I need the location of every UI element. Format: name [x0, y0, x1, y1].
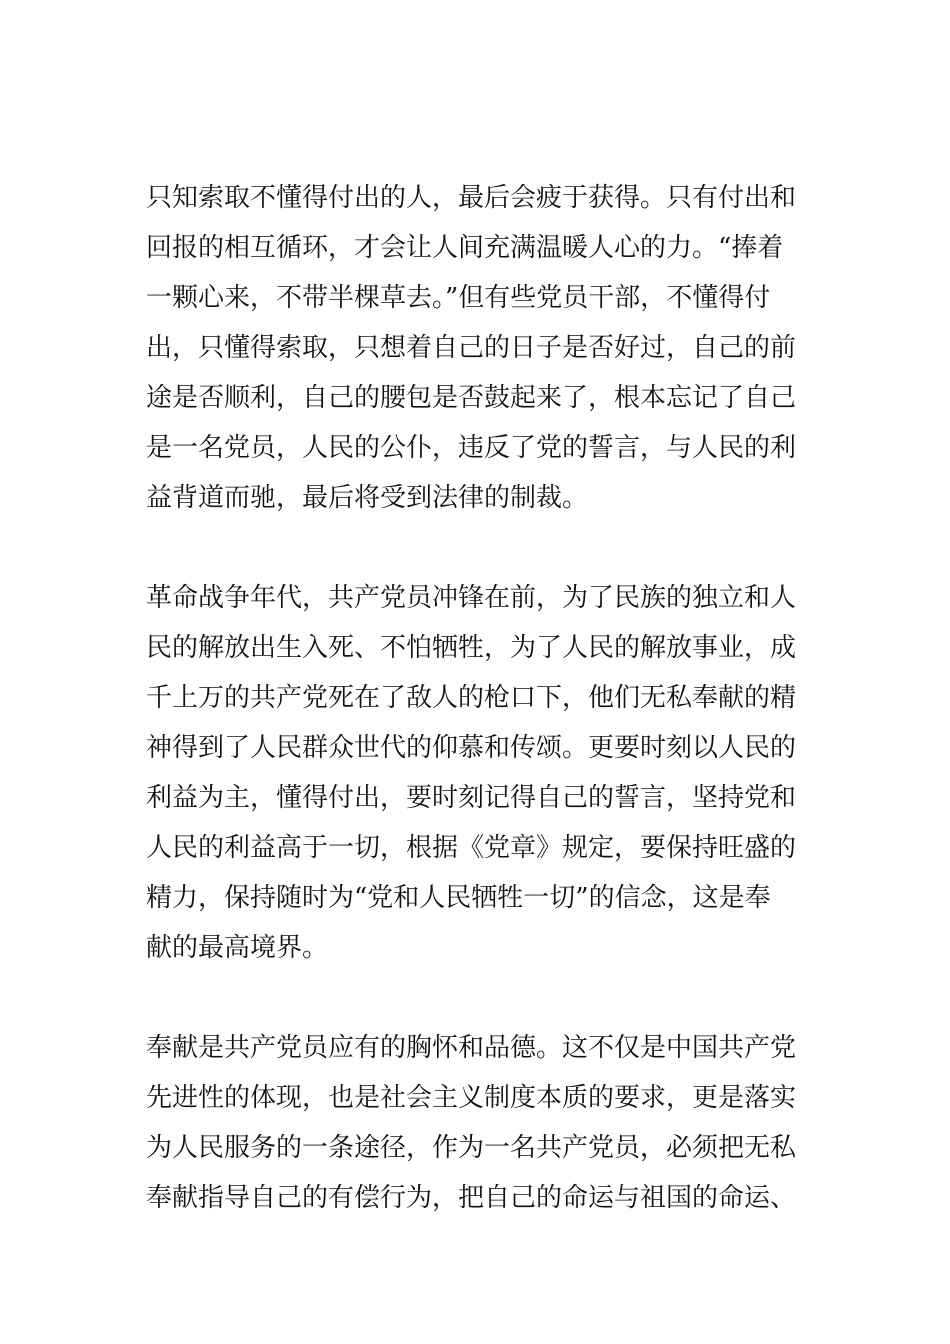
text-line: 回报的相互循环，才会让人间充满温暖人心的力。“捧着: [146, 233, 784, 263]
text-line: 奉献是共产党员应有的胸怀和品德。这不仅是中国共产党: [146, 1033, 797, 1063]
paragraph-1: [146, 173, 810, 523]
text-line: 奉献指导自己的有偿行为，把自己的命运与祖国的命运、: [146, 1183, 797, 1213]
text-line: 利益为主，懂得付出，要时刻记得自己的誓言，坚持党和: [146, 783, 797, 813]
text-line: 革命战争年代，共产党员冲锋在前，为了民族的独立和人: [146, 583, 797, 613]
text-line: 是一名党员，人民的公仆，违反了党的誓言，与人民的利: [146, 433, 797, 463]
text-line: 民的解放出生入死、不怕牺牲，为了人民的解放事业，成: [146, 633, 797, 663]
text-line: 出，只懂得索取，只想着自己的日子是否好过，自己的前: [146, 333, 797, 363]
text-line: 精力，保持随时为“党和人民牺牲一切”的信念，这是奉: [146, 883, 771, 913]
text-line: 只知索取不懂得付出的人，最后会疲于获得。只有付出和: [146, 183, 797, 213]
paragraph-2: [146, 573, 810, 973]
text-line: 献的最高境界。: [146, 933, 329, 963]
text-line: 神得到了人民群众世代的仰慕和传颂。更要时刻以人民的: [146, 733, 797, 763]
paragraph-3: [146, 1023, 810, 1223]
text-line: 途是否顺利，自己的腰包是否鼓起来了，根本忘记了自己: [146, 383, 797, 413]
text-line: 益背道而驰，最后将受到法律的制裁。: [146, 483, 589, 513]
text-line: 千上万的共产党死在了敌人的枪口下，他们无私奉献的精: [146, 683, 797, 713]
text-line: 一颗心来，不带半棵草去。”但有些党员干部，不懂得付: [146, 283, 771, 313]
text-line: 先进性的体现，也是社会主义制度本质的要求，更是落实: [146, 1083, 797, 1113]
text-line: 人民的利益高于一切，根据《党章》规定，要保持旺盛的: [146, 833, 797, 863]
text-line: 为人民服务的一条途径，作为一名共产党员，必须把无私: [146, 1133, 797, 1163]
